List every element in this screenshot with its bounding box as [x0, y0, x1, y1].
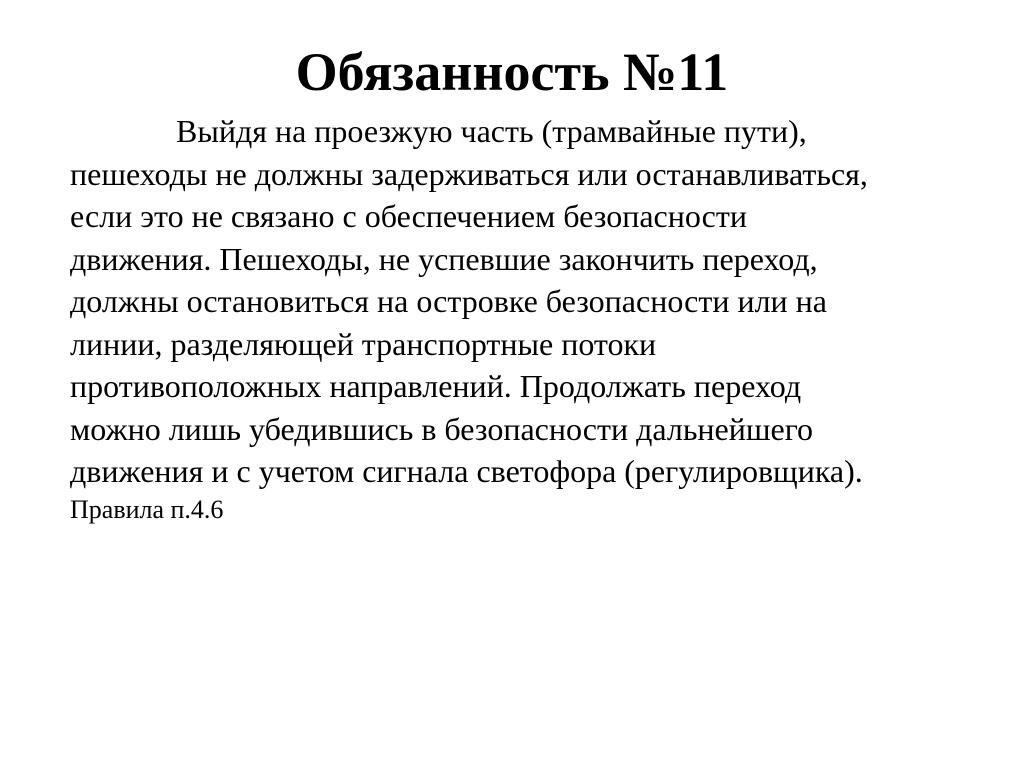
slide-body — [70, 110, 970, 527]
body-line: движения и с учетом сигнала светофора (регулировщика). — [70, 453, 863, 489]
body-line: Выйдя на проезжую часть (трамвайные пути), — [176, 113, 807, 149]
body-line: противоположных направлений. Продолжать переход — [70, 368, 802, 404]
body-line: пешеходы не должны задерживаться или останавливаться, — [70, 155, 868, 192]
slide-title: Обязанность №11 — [295, 42, 729, 102]
body-line: можно лишь убедившись в безопасности дальнейшего — [70, 410, 814, 447]
source-reference: Правила п.4.6 — [70, 494, 224, 524]
body-line: если это не связано с обеспечением безопасности — [70, 198, 747, 234]
body-line: должны остановиться на островке безопасности или на — [70, 283, 827, 319]
body-line: линии, разделяющей транспортные потоки — [70, 325, 657, 362]
body-line: движения. Пешеходы, не успевшие закончить переход, — [70, 240, 818, 277]
